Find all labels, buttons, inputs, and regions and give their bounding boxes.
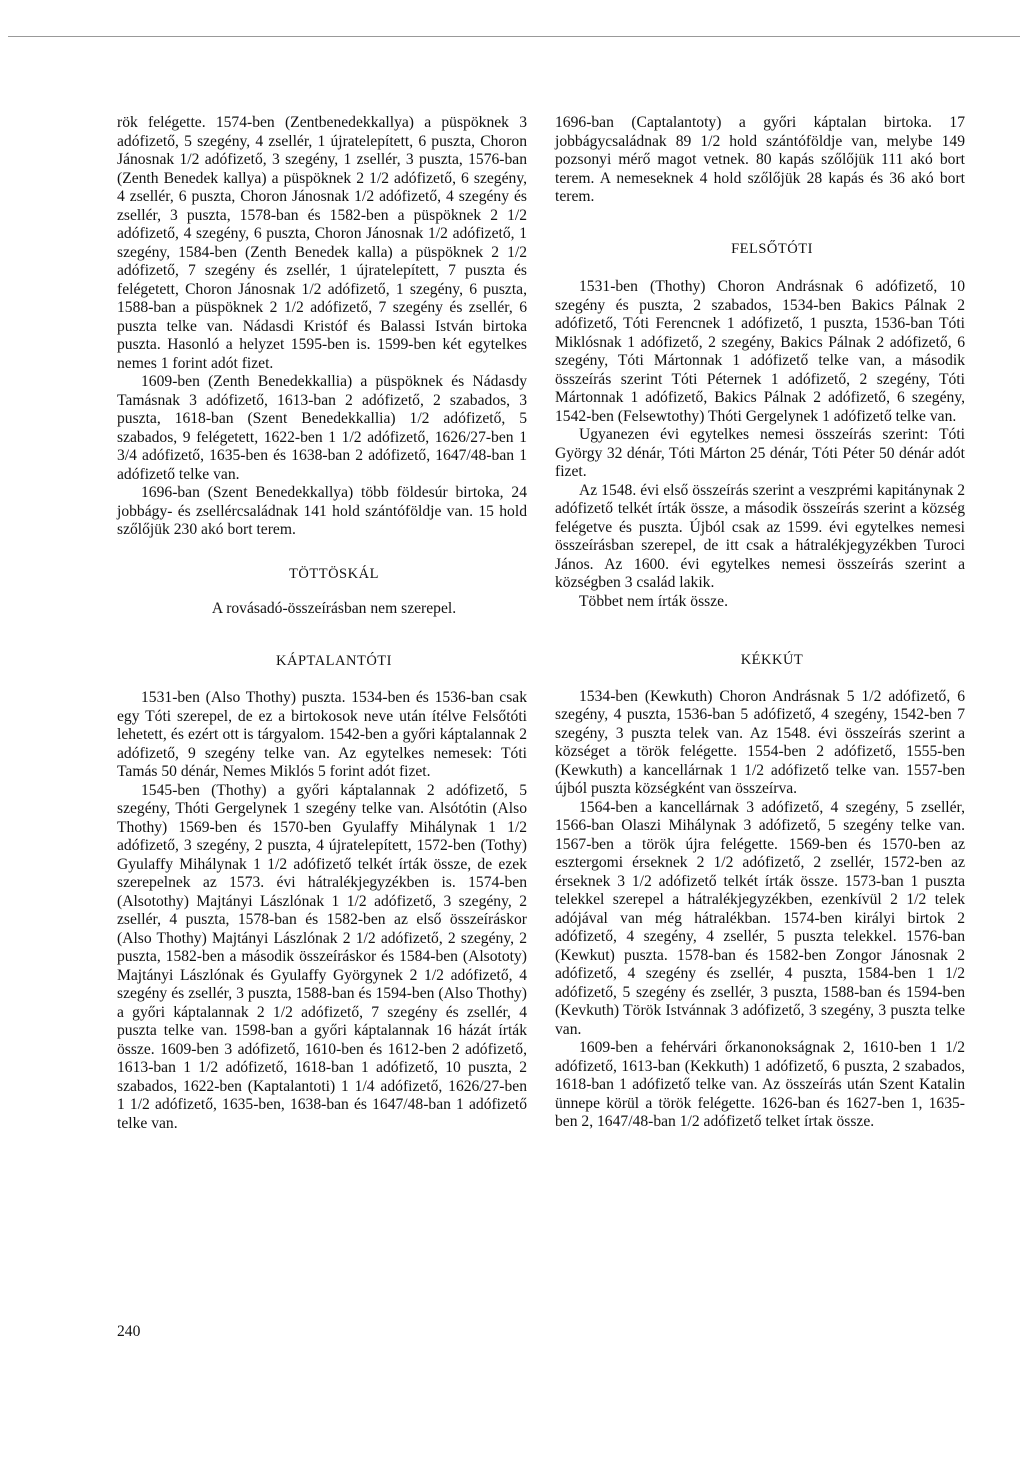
top-rule (8, 36, 1020, 37)
paragraph: 1696-ban (Szent Benedekkallya) több földesúr birtoka, 24 jobbágy- és zsellércsaládnak 141 hold szántóföldje van. 15 hold szőlőjük 230 akó bort terem. (117, 484, 527, 538)
paragraph: 1545-ben (Thothy) a győri káptalannak 2 adófizető, 5 szegény, Thóti Gergelynek 1 szegény telke van. Alsótótin (Also Thothy) 1569-ben és 1570-ben Gyulaffy Mihálynak 1 1/2 adófizető, 3 szegény, 2 puszta, 4 újratelepített, 1572-ben (Tothy) Gyulaffy Mihálynak 1 1/2 adófizető telkét írták össze, de ezek szerepelnek az 1573. évi hátralékjegyzékben is. 1574-ben (Alsotothy) Majtányi Lászlónak 1 1/2 adófizető, 3 szegény, 2 zsellér, 4 puszta, 1578-ban és 1582-ben az első összeíráskor (Also Thothy) Majtányi Lászlónak 2 1/2 adófizető, 2 szegény, 2 puszta, 1582-ben a második összeíráskor és 1584-ben (Alsototy) Majtányi Lászlónak és Gyulaffy Györgynek 2 1/2 adófizető, 4 szegény és zsellér, 3 puszta, 1588-ban és 1594-ben (Also Thothy) a győri káptalannak 2 1/2 adófizető, 7 szegény és zsellér, 4 puszta telke van. 1598-ban a győri káptalannak 16 házát írták össze. 1609-ben 3 adófizető, 1610-ben és 1612-ben 2 adófizető, 1613-ban 1 1/2 adófizető, 1618-ban 1 adófizető, 10 puszta, 2 szabados, 1622-ben (Kaptalantoti) 1 1/4 adófizető, 1626/27-ben 1 1/2 adófizető, 1635-ben, 1638-ban és 1647/48-ban 1 adófizető telke van. (117, 781, 527, 1132)
paragraph: 1531-ben (Also Thothy) puszta. 1534-ben és 1536-ban csak egy Tóti szerepel, de ez a birtokosok neve után ítélve Felsőtóti lehetett, és ezért ott is tárgyalom. 1542-ben a győri káptalannak 2 adófizető, 9 szegény telke van. Az egytelkes nemesek: Tóti Tamás 50 dénár, Nemes Miklós 5 forint adót fizet. (117, 689, 527, 780)
paragraph: 1534-ben (Kewkuth) Choron Andrásnak 5 1/2 adófizető, 6 szegény, 4 puszta, 1536-ban 5 adófizető, 4 szegény, 1542-ben 7 szegény, 3 puszta telek van. Az 1548. évi összeírás szerint a községet a török felégette. 1554-ben 2 adófizető, 1555-ben (Kewkuth) a kancellárnak 1 1/2 adófizető telke van. 1557-ben újból puszta községként van összeírva. (555, 687, 965, 797)
paragraph: Ugyanezen évi egytelkes nemesi összeírás szerint: Tóti György 32 dénár, Tóti Márton 25 dénár, Tóti Péter 50 dénár adót fizet. (555, 426, 965, 480)
paragraph: A rovásadó-összeírásban nem szerepel. (211, 600, 457, 617)
section-heading-felsototi: FELSŐTÓTI (731, 240, 813, 257)
section-heading-tottoskal: TÖTTÖSKÁL (289, 565, 379, 582)
right-column (555, 114, 965, 1132)
section-heading-kekkut: KÉKKÚT (740, 652, 804, 668)
paragraph: Az 1548. évi első összeírás szerint a veszprémi kapitánynak 2 adófizető telkét írták össze, a második összeírás szerint a község felégetve és puszta. Újból csak az 1599. évi egytelkes nemesi összeírásban szerepel, de itt csak a hátralékjegyzékben Turoci János. Az 1600. évi egytelkes nemesi összeírás szerint a községben 3 család lakik. (555, 481, 965, 591)
paragraph: 1531-ben (Thothy) Choron Andrásnak 6 adófizető, 10 szegény és puszta, 2 szabados, 1534-ben Bakics Pálnak 2 adófizető, Tóti Ferencnek 1 adófizető, 1 puszta, 1536-ban Tóti Miklósnak 1 adófizető, 2 szegény, Bakics Pálnak 2 adófizető, 6 szegény, Tóti Mártonnak 1 adófizető telke van, a második összeírás szerint Tóti Péternek 1 adófizető, 2 szegény, Tóti Mártonnak 1 adófizető, Bakics Pálnak 2 adófizető, 6 szegény, 1542-ben (Felsewtothy) Thóti Gergelynek 1 adófizető telke van. (555, 278, 965, 425)
paragraph: 1564-ben a kancellárnak 3 adófizető, 4 szegény, 5 zsellér, 1566-ban Olaszi Mihálynak 3 adófizető, 5 szegény telke van. 1567-ben a török újra felégette. 1569-ben és 1570-ben az esztergomi érseknek 2 1/2 adófizető, 2 zsellér, 1572-ben az érseknek 3 1/2 adófizető telkét írták össze. 1573-ban 1 puszta telekkel szerepel a hátralékjegyzékben, ezenkívül 2 1/2 telek adójával van még hátralékban. 1574-ben királyi birtok 2 adófizető, 4 szegény, 4 zsellér, 5 puszta telekkel. 1576-ban (Kewkut) puszta. 1578-ban és 1582-ben Zongor Jánosnak 2 adófizető, 4 szegény és zsellér, 4 puszta, 1584-ben 1 1/2 adófizető, 5 szegény és zsellér, 3 puszta, 1588-ban és 1594-ben (Kevkuth) Török Istvánnak 3 adófizető, 3 szegény, 3 puszta telke van. (555, 798, 965, 1038)
paragraph: rök felégette. 1574-ben (Zentbenedekkallya) a püspöknek 3 adófizető, 5 szegény, 4 zsellér, 1 újratelepített, 6 puszta, Choron Jánosnak 1/2 adófizető, 3 szegény, 1 zsellér, 3 puszta, 1576-ban (Zenth Benedek kallya) a püspöknek 2 1/2 adófizető, 6 szegény, 4 zsellér, 6 puszta, Choron Jánosnak 1/2 adófizető, 4 szegény és zsellér, 3 puszta, 1578-ban és 1582-ben a püspöknek 2 1/2 adófizető, 4 szegény, 6 puszta, Choron Jánosnak 1/2 adófizető, 1 szegény, 1584-ben (Zenth Benedek kalla) a püspöknek 2 1/2 adófizető, 7 szegény és zsellér, 1 újratelepített, 7 puszta és felégetett, Choron Jánosnak 1/2 adófizető, 1 szegény, 6 puszta, 1588-ban a püspöknek 2 1/2 adófizető, 7 szegény és zsellér, 6 puszta telke van. Nádasdi Kristóf és Balassi István birtoka puszta. Hasonló a helyzet 1595-ben is. 1599-ben két egytelkes nemes 1 forint adót fizet. (117, 114, 527, 372)
section-heading-kaptalantoti: KÁPTALANTÓTI (276, 652, 392, 669)
page-number: 240 (117, 1323, 141, 1340)
paragraph: Többet nem írták össze. (579, 592, 728, 610)
paragraph: 1609-ben a fehérvári őrkanonokságnak 2, 1610-ben 1 1/2 adófizető, 1613-ban (Kekkuth) 1 adófizető, 6 puszta, 2 szabados, 1618-ban 1 adófizető telke van. Az összeírás után Szent Katalin ünnepe körül a török felégette. 1626-ban és 1627-ben 1, 1635-ben 2, 1647/48-ban 1/2 adófizető telket írtak össze. (555, 1039, 965, 1130)
left-column (117, 114, 527, 1133)
paragraph: 1609-ben (Zenth Benedekkallia) a püspöknek és Nádasdy Tamásnak 3 adófizető, 1613-ban 2 adófizető, 2 szabados, 3 puszta, 1618-ban (Szent Benedekkallia) 1/2 adófizető, 5 szabados, 9 felégetett, 1622-ben 1 1/2 adófizető, 1626/27-ben 1 3/4 adófizető, 1635-ben és 1638-ban 2 adófizető, 1647/48-ban 1 adófizető telke van. (117, 373, 527, 483)
paragraph: 1696-ban (Captalantoty) a győri káptalan birtoka. 17 jobbágycsaládnak 89 1/2 hold szántóföldje van, melybe 149 pozsonyi mérő magot vetnek. 80 kapás szőlőjük 111 akó bort terem. A nemeseknek 4 hold szőlőjük 28 kapás és 36 akó bort terem. (555, 114, 965, 205)
